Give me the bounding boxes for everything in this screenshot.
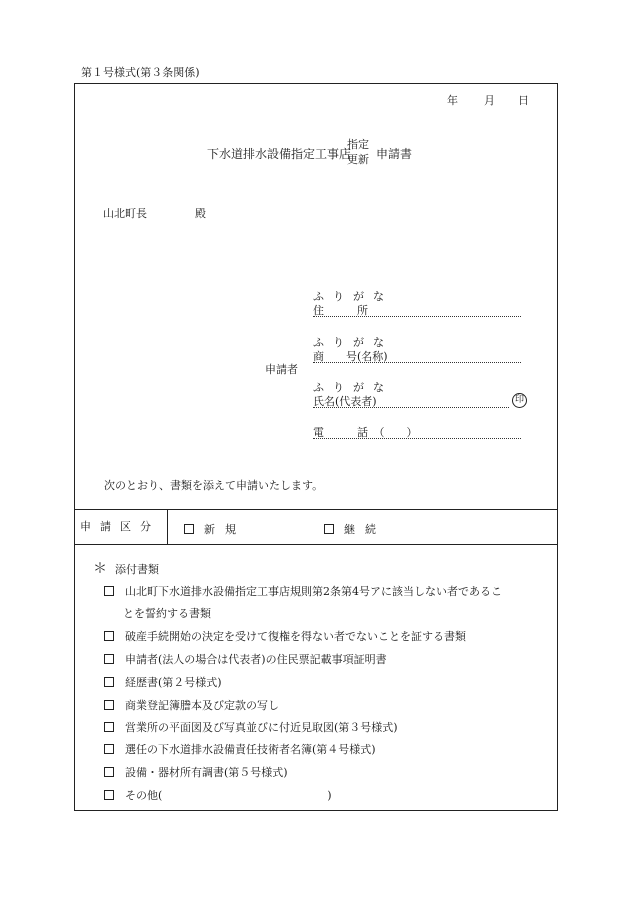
seal-mark: 印 (512, 393, 527, 408)
attachment-item[interactable]: 申請者(法人の場合は代表者)の住民票記載事項証明書 (104, 654, 387, 665)
attachment-item[interactable]: 商業登記簿謄本及び定款の写し (104, 700, 279, 711)
addressee-honorific: 殿 (195, 207, 206, 220)
date-year: 年 (447, 94, 458, 107)
checkbox-continue[interactable] (324, 524, 334, 534)
asterisk-mark: ＊ (93, 561, 107, 577)
divider-top (74, 509, 558, 510)
trade-name-field[interactable] (313, 348, 521, 363)
phone-label: 電 話 （ ） (313, 426, 418, 439)
option-continue-label: 継続 (344, 523, 386, 536)
applicant-label: 申請者 (265, 363, 298, 376)
attachments-header (93, 562, 159, 576)
attachment-checkbox[interactable] (104, 722, 114, 732)
date-day: 日 (518, 94, 529, 107)
attachment-checkbox[interactable] (104, 654, 114, 664)
attachment-checkbox[interactable] (104, 767, 114, 777)
form-number-label: 第１号様式(第３条関係) (81, 66, 200, 79)
divider-bottom (74, 544, 558, 545)
date-month: 月 (484, 94, 495, 107)
option-continue[interactable] (324, 521, 386, 537)
form-title-suffix: 申請書 (376, 147, 413, 161)
application-type-label: 申請区分 (80, 520, 160, 533)
form-title-renewal: 更新 (347, 153, 369, 166)
option-new[interactable] (184, 521, 246, 537)
attachment-item[interactable]: その他( ) (104, 790, 332, 801)
attachment-item[interactable]: 破産手続開始の決定を受けて復権を得ない者でないことを証する書類 (104, 631, 466, 642)
form-title-stack (347, 137, 375, 167)
attachment-item[interactable]: 選任の下水道排水設備責任技術者名簿(第４号様式) (104, 744, 376, 755)
attachment-checkbox[interactable] (104, 744, 114, 754)
furigana-trade-name: ふ り が な (313, 336, 384, 349)
addressee-name: 山北町長 (103, 207, 147, 220)
representative-name-field[interactable] (313, 393, 509, 408)
divider-vertical (167, 509, 168, 544)
attachment-item[interactable]: 営業所の平面図及び写真並びに付近見取図(第３号様式) (104, 722, 398, 733)
attachment-checkbox[interactable] (104, 700, 114, 710)
attachment-checkbox[interactable] (104, 790, 114, 800)
attachment-checkbox[interactable] (104, 631, 114, 641)
trade-name-label: 商 号(名称) (313, 350, 388, 363)
phone-field[interactable] (313, 424, 521, 439)
checkbox-new[interactable] (184, 524, 194, 534)
form-title-designation: 指定 (347, 138, 369, 151)
form-title-prefix: 下水道排水設備指定工事店 (207, 147, 352, 161)
address-field[interactable] (313, 302, 521, 317)
furigana-name: ふ り が な (313, 381, 384, 394)
attachment-checkbox[interactable] (104, 586, 114, 596)
attachment-item[interactable]: 山北町下水道排水設備指定工事店規則第2条第4号アに該当しない者であるこ (104, 586, 502, 597)
attachment-item[interactable]: 設備・器材所有調書(第５号様式) (104, 767, 288, 778)
address-label: 住 所 (313, 304, 368, 317)
attachments-header-label: 添付書類 (115, 563, 159, 576)
application-statement: 次のとおり、書類を添えて申請いたします。 (104, 479, 324, 492)
attachment-item[interactable]: 経歴書(第２号様式) (104, 677, 222, 688)
representative-name-label: 氏名(代表者) (313, 395, 377, 408)
attachment-item-continuation: とを誓約する書類 (123, 607, 211, 620)
attachment-checkbox[interactable] (104, 677, 114, 687)
option-new-label: 新規 (204, 523, 246, 536)
furigana-address: ふ り が な (313, 290, 384, 303)
